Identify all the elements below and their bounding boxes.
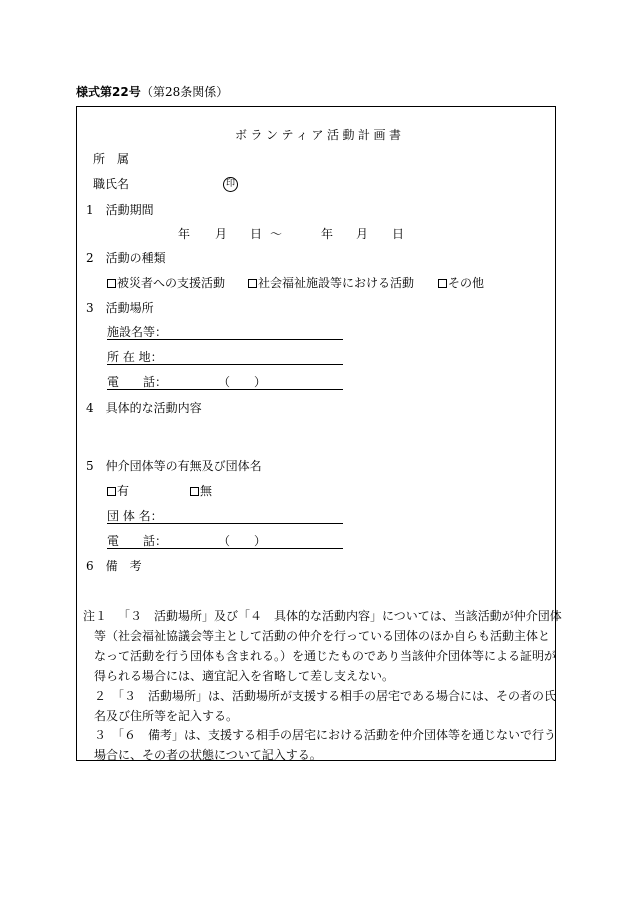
section-heading-intermediary: 5 仲介団体等の有無及び団体名 (86, 459, 262, 473)
type-option-label: その他 (448, 276, 485, 290)
form-number: 様式第22号 (76, 85, 141, 99)
place-phone-parens: （ ） (218, 375, 267, 389)
group-name-field[interactable] (107, 523, 343, 524)
note1-line1: 「３ 活動場所」及び「４ 具体的な活動内容」については、当該活動が仲介団体 (118, 609, 562, 623)
note1-line4: 得られる場合には、適宜記入を省略して差し支えない。 (94, 669, 395, 683)
period-tilde: ～ (270, 227, 283, 241)
type-option-label: 被災者への支援活動 (117, 276, 226, 290)
section-heading-place: 3 活動場所 (86, 301, 154, 315)
period-end-year: 年 (321, 227, 334, 241)
type-option-disaster (107, 277, 225, 289)
note3-line1: ３ 「６ 備考」は、支援する相手の居宅における活動を仲介団体等を通じないで行う (94, 728, 557, 742)
period-start-year: 年 (178, 227, 191, 241)
checkbox[interactable] (438, 279, 447, 288)
seal-mark: 印 (223, 177, 238, 192)
type-option-other (438, 277, 484, 289)
note1-prefix: 注１ (83, 609, 108, 623)
checkbox[interactable] (190, 487, 199, 496)
type-option-welfare (248, 277, 414, 289)
group-phone-label: 電 話： (107, 534, 168, 548)
group-phone-parens: （ ） (218, 534, 267, 548)
facility-name-label: 施設名等： (107, 325, 168, 339)
intermediary-option-yes (107, 485, 129, 497)
type-option-label: 社会福祉施設等における活動 (258, 276, 415, 290)
facility-name-field[interactable] (107, 339, 343, 340)
period-start-month: 月 (215, 227, 228, 241)
place-phone-field[interactable] (107, 389, 343, 390)
name-label: 職氏名 (93, 177, 130, 191)
period-end-day: 日 (392, 227, 405, 241)
period-start-day: 日 (250, 227, 263, 241)
intermediary-no-label: 無 (200, 484, 213, 498)
affiliation-label: 所 属 (93, 152, 130, 166)
note1-line3: なって活動を行う団体も含まれる。）を通じたものであり当該仲介団体等による証明が (94, 649, 557, 663)
note2-line2: 名及び住所等を記入する。 (94, 709, 239, 723)
document-title: ボランティア活動計画書 (235, 128, 405, 142)
note1-line2: 等（社会福祉協議会等主として活動の仲介を行っている団体のほか自らも活動主体と (94, 629, 551, 643)
note2-line1: ２ 「３ 活動場所」は、活動場所が支援する相手の居宅である場合には、その者の氏 (94, 689, 557, 703)
group-name-label: 団 体 名： (107, 509, 163, 523)
period-end-month: 月 (356, 227, 369, 241)
checkbox[interactable] (107, 279, 116, 288)
section-heading-content: 4 具体的な活動内容 (86, 401, 202, 415)
note3-line2: 場合に、その者の状態について記入する。 (94, 748, 322, 762)
checkbox[interactable] (248, 279, 257, 288)
form-relation: （第28条関係） (141, 85, 229, 99)
section-heading-remarks: 6 備 考 (86, 559, 142, 573)
place-phone-label: 電 話： (107, 375, 168, 389)
group-phone-field[interactable] (107, 548, 343, 549)
section-heading-type: 2 活動の種類 (86, 251, 166, 265)
checkbox[interactable] (107, 487, 116, 496)
address-label: 所 在 地： (107, 350, 163, 364)
address-field[interactable] (107, 364, 343, 365)
intermediary-yes-label: 有 (117, 484, 130, 498)
section-heading-period: 1 活動期間 (86, 203, 154, 217)
intermediary-option-no (190, 485, 212, 497)
